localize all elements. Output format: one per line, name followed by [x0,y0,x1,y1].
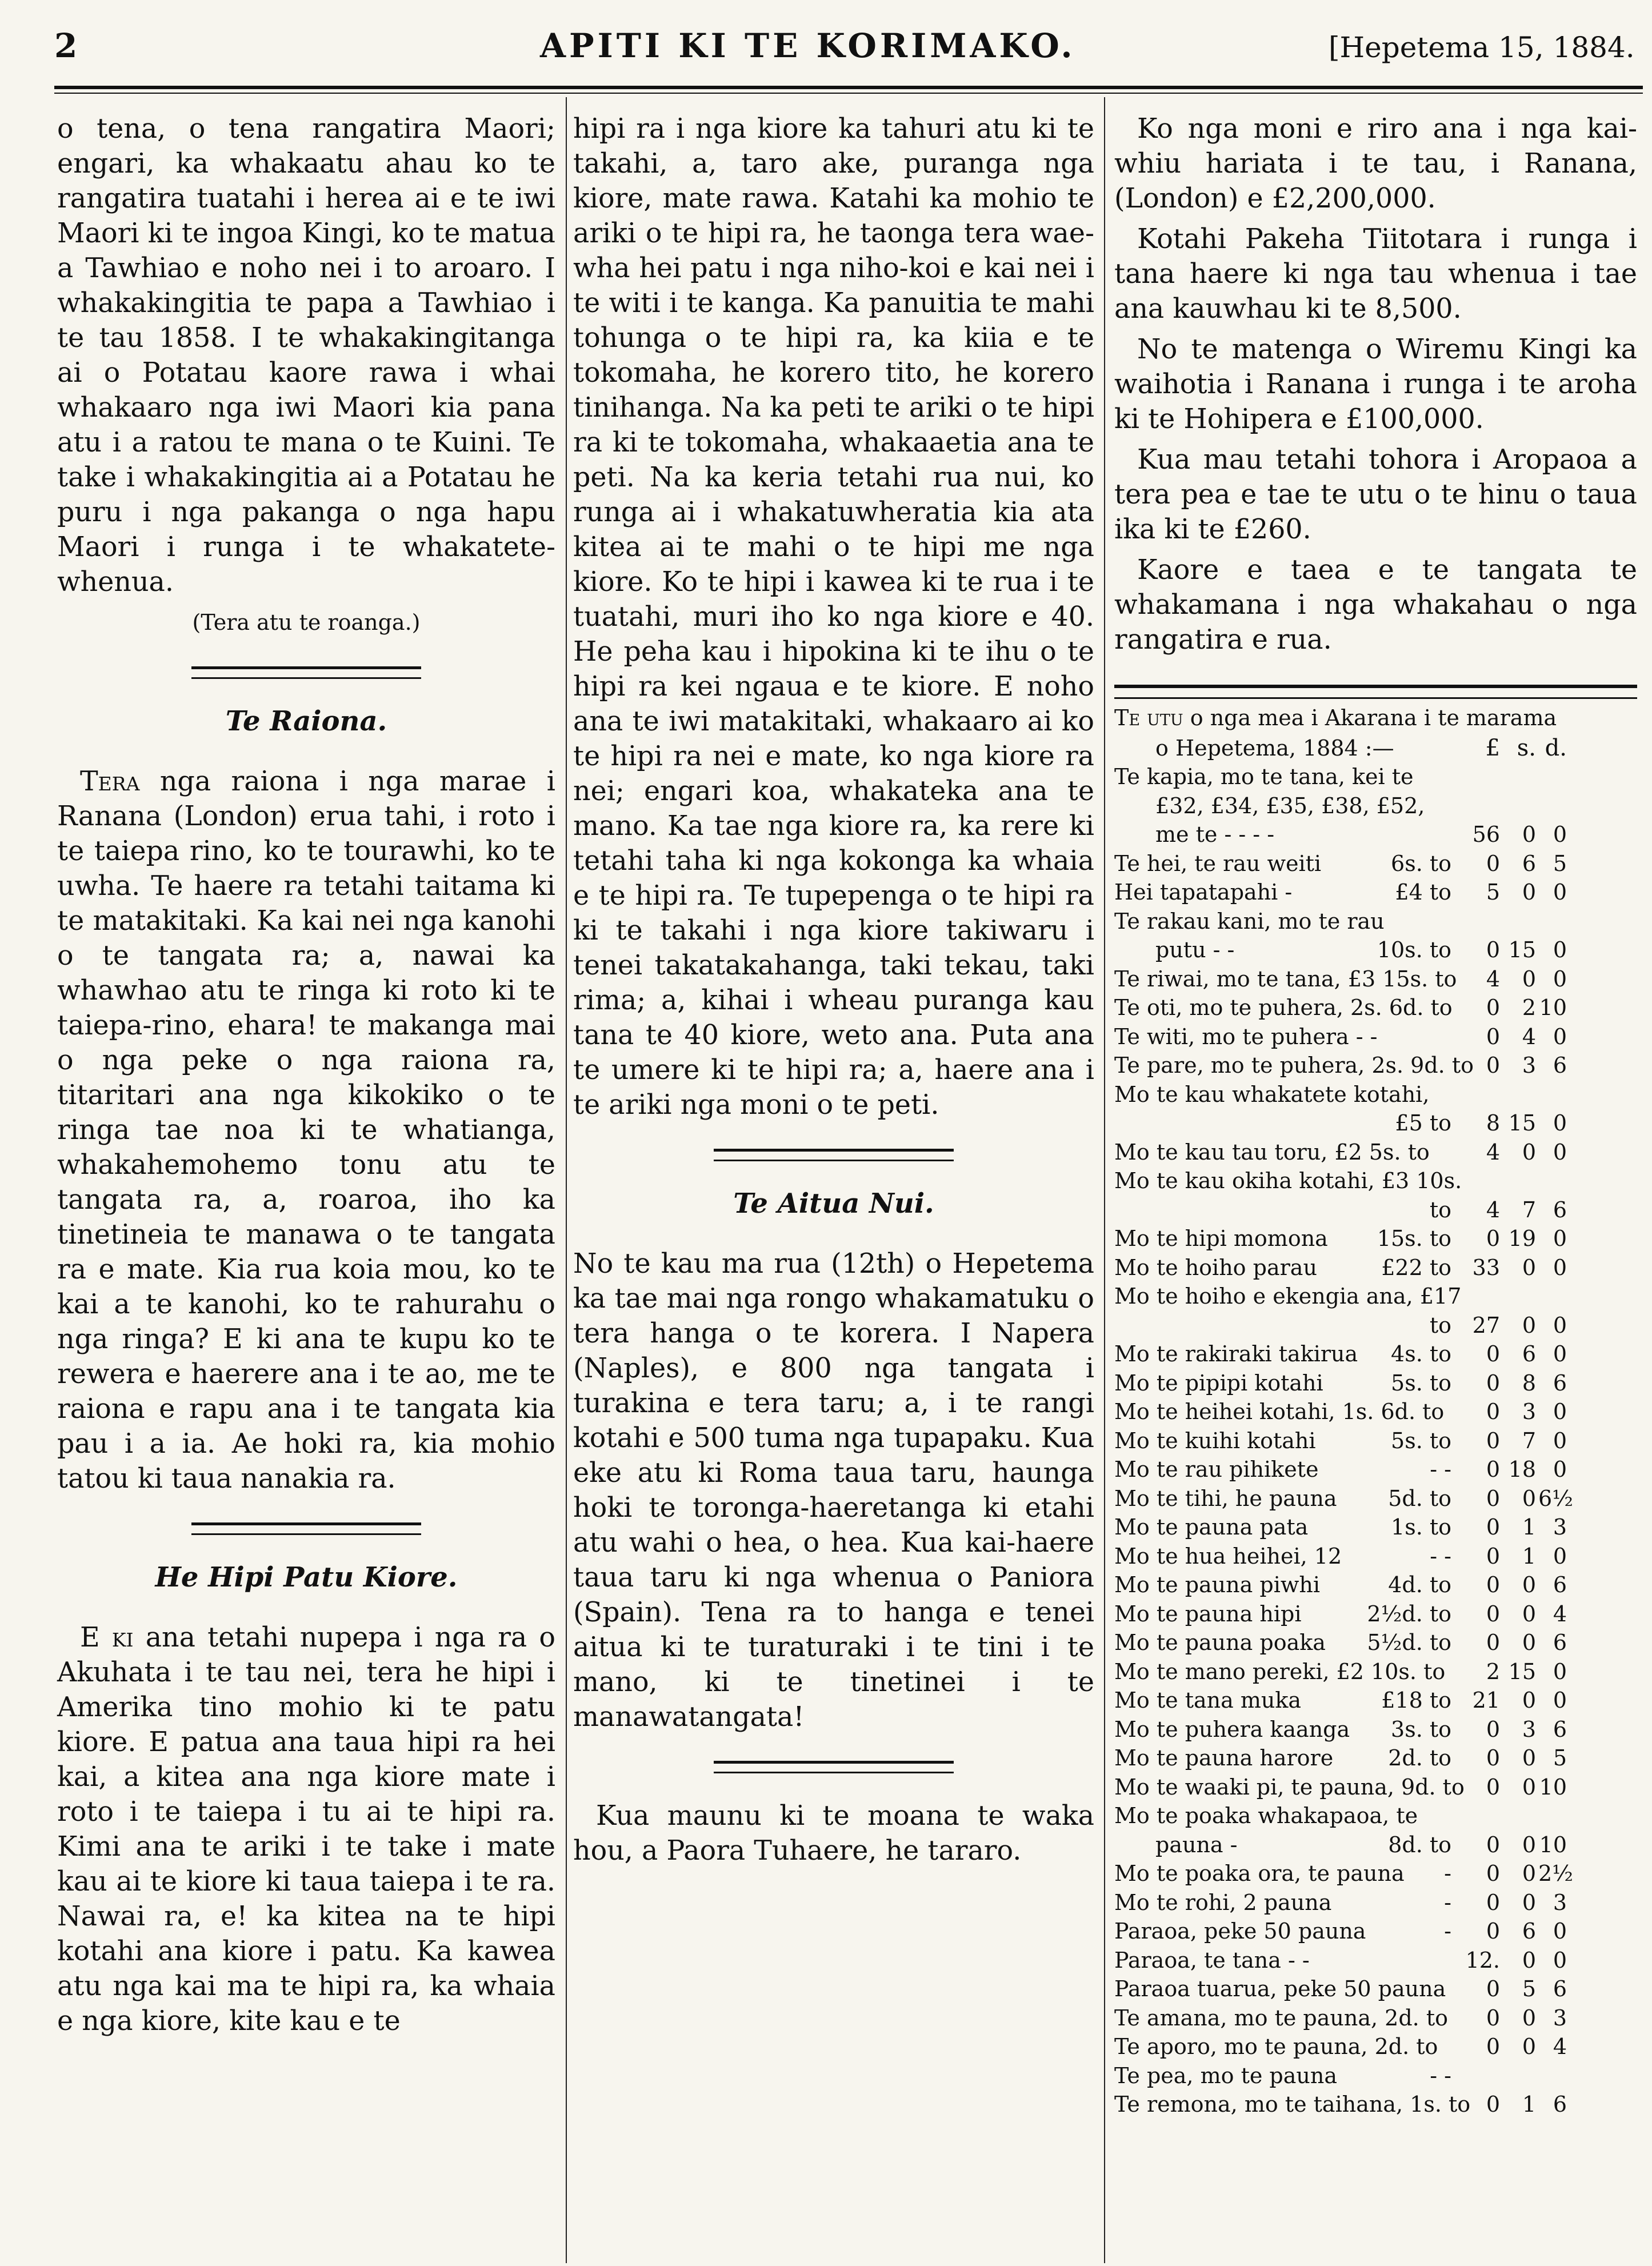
price-row [1114,1455,1637,1484]
price-item-label: me te - - - - [1155,822,1275,847]
price-rate: 15s. to [1377,1226,1451,1251]
price-row [1114,936,1637,965]
price-shillings: 0 [1522,880,1536,905]
price-item-label: Te witi, mo te puhera - - [1114,1024,1378,1049]
price-pounds: 0 [1486,1543,1500,1569]
price-row [1114,1080,1637,1109]
price-item-label: Paraoa, peke 50 pauna [1114,1919,1366,1944]
price-shillings: 6 [1522,1341,1536,1366]
price-shillings: 6 [1522,850,1536,876]
price-shillings: 0 [1522,1832,1536,1857]
price-pounds: 12. [1465,1947,1500,1973]
price-pounds: 0 [1486,1716,1500,1742]
price-pounds: 0 [1486,1226,1500,1251]
price-shillings: 0 [1522,966,1536,992]
price-item-label: Mo te heihei kotahi, 1s. 6d. to [1114,1399,1445,1424]
price-item-label: Mo te tana muka [1114,1688,1302,1713]
article-he-hipi-body [57,1620,555,2039]
price-pounds: 0 [1486,1514,1500,1540]
price-shillings: 5 [1522,1976,1536,2001]
price-pence: 0 [1553,1254,1567,1280]
price-item-label: Mo te pauna harore [1114,1745,1334,1771]
price-rate: £4 to [1395,880,1451,905]
price-item-label: Hei tapatapahi - [1114,880,1293,905]
price-pence: 10 [1539,1774,1567,1800]
masthead-rule-thin [54,93,1643,94]
price-pounds: 4 [1486,1139,1500,1165]
price-row [1114,1600,1637,1629]
price-pounds: 8 [1486,1110,1500,1136]
price-pence: 6 [1553,1630,1567,1655]
price-shillings: 0 [1522,1688,1536,1713]
price-item-label: Mo te tihi, he pauna [1114,1485,1337,1511]
continued-note: (Tera atu te roanga.) [192,610,421,635]
price-rate: 5s. to [1391,1370,1451,1396]
price-row [1114,1109,1637,1138]
price-item-label: Paraoa tuarua, peke 50 pauna [1114,1976,1446,2001]
price-row [1114,2090,1637,2119]
price-item-label: Te hei, te rau weiti [1114,850,1322,876]
price-pence: 0 [1553,1110,1567,1136]
issue-date: [Hepetema 15, 1884. [1329,31,1635,64]
price-shillings: 0 [1522,1889,1536,1915]
article-te-aitua-nui-body: No te kau ma rua (12th) o Hepetema ka tae mai nga rongo whakamatuku o tera hanga o te korera. I Napera (Naples), e 800 nga tangata i turakina e tera taru; a, i te rangi kotahi e 500 tuma nga tupapaku. Kua eke atu ki Roma taua taru, haunga hoki te toronga-haeretanga ki etahi atu wahi o hea, o hea. Kua kai-haere taua taru ki nga whenua o Paniora (Spain). Tena ra to hanga e tenei aitua ki te turaturaki i te tini i te mano, ki te tinetinei i te manawatangata! [573,1248,1094,1733]
price-row [1114,820,1637,849]
price-pounds: 0 [1486,1919,1500,1944]
price-list-intro [1114,704,1637,733]
price-pence: 0 [1553,880,1567,905]
price-pence: 0 [1553,822,1567,847]
price-pence: 6 [1553,1572,1567,1597]
price-pence: 0 [1553,1341,1567,1366]
price-rate: 4d. to [1388,1572,1451,1597]
price-shillings: 0 [1522,1630,1536,1655]
price-row [1114,792,1637,821]
price-pounds: 0 [1486,1861,1500,1886]
price-shillings: 19 [1508,1226,1536,1251]
price-row [1114,965,1637,994]
price-shillings: 3 [1522,1399,1536,1424]
news-brief-hariata: Ko nga moni e riro ana i nga kai-whiu hariata i te tau, i Ranana, (London) e £2,200,000. [1114,113,1637,214]
price-item-label: Mo te waaki pi, te pauna, 9d. to [1114,1774,1465,1800]
price-item-label: Mo te hua heihei, 12 [1114,1543,1342,1569]
price-rate: 2½d. to [1367,1601,1451,1626]
price-row [1114,1801,1637,1831]
price-pence: 6 [1553,1370,1567,1396]
price-row [1114,1224,1637,1253]
price-shillings: 8 [1522,1370,1536,1396]
price-row [1114,1311,1637,1340]
price-item-label: Mo te pipipi kotahi [1114,1370,1323,1396]
price-shillings: 0 [1522,822,1536,847]
price-pounds: 33 [1472,1254,1500,1280]
price-shillings: 7 [1522,1197,1536,1222]
price-row [1114,1340,1637,1369]
price-pence: 6 [1553,1976,1567,2001]
price-item-label: Mo te hipi momona [1114,1226,1328,1251]
price-row [1114,1166,1637,1196]
column-divider-1 [566,97,567,2263]
price-pounds: 2 [1486,1658,1500,1684]
section-rule [714,1149,954,1161]
price-pence: 0 [1553,1688,1567,1713]
price-item-label: Mo te pauna pata [1114,1514,1309,1540]
price-pounds: 21 [1472,1688,1500,1713]
headline-te-aitua-nui: Te Aitua Nui. [733,1188,934,1220]
price-pence: 10 [1539,1832,1567,1857]
price-pence: 0 [1553,1947,1567,1973]
price-rate: 5s. to [1391,1428,1451,1453]
price-pounds: 0 [1486,1485,1500,1511]
masthead-rule-thick [54,86,1643,89]
price-item-label: Te riwai, mo te tana, £3 15s. to [1114,966,1457,992]
price-row [1114,1253,1637,1282]
headline-he-hipi-patu-kiore: He Hipi Patu Kiore. [155,1561,458,1593]
price-rate: 1s. to [1391,1514,1451,1540]
price-pounds: 0 [1486,1889,1500,1915]
price-item-label: Mo te rau pihikete [1114,1457,1319,1482]
price-pence: 0 [1553,1457,1567,1482]
article-text: ana tetahi nupepa i nga ra o Akuhata i te tau nei, tera he hipi i Amerika tino mohio ki te patu kiore. E patua ana taua hipi ra hei kai, a kitea ana nga kiore mate i roto i te taiepa i tu ai te hipi ra. Kimi ana te ariki i te take i mate kau ai te kiore ki taua taiepa i te ra. Nawai ra, e! ka kitea na te hipi kotahi ana kiore i patu. Ka kawea atu nga kai ma te hipi ra, ka whaia e nga kiore, kite kau e te [57,1622,555,2037]
price-row [1114,1628,1637,1657]
price-list-header [1114,734,1637,763]
price-row [1114,1138,1637,1167]
price-pounds: 56 [1472,822,1500,847]
price-pence: 0 [1553,1312,1567,1338]
price-row [1114,1946,1637,1975]
price-list [1114,704,1637,2119]
price-row [1114,1975,1637,2004]
price-shillings: 4 [1522,1024,1536,1049]
price-row [1114,1426,1637,1456]
price-pounds: 0 [1486,937,1500,962]
lead-word: Te utu [1114,705,1183,730]
price-shillings: 0 [1522,1312,1536,1338]
price-rate: 4s. to [1391,1341,1451,1366]
price-row [1114,1051,1637,1080]
price-pence: 6 [1553,1197,1567,1222]
price-shillings: 6 [1522,1919,1536,1944]
price-row [1114,907,1637,936]
price-pence: 3 [1553,2005,1567,2031]
price-shillings: 18 [1508,1457,1536,1482]
price-item-label: Mo te puhera kaanga [1114,1716,1350,1742]
price-pounds: 0 [1486,1976,1500,2001]
price-row [1114,849,1637,878]
price-shillings: 3 [1522,1053,1536,1078]
price-shillings: 0 [1522,1601,1536,1626]
price-pounds: 4 [1486,966,1500,992]
price-shillings: 0 [1522,1254,1536,1280]
price-rate: - - [1430,1457,1451,1482]
price-row [1114,878,1637,907]
price-row [1114,993,1637,1022]
price-item-label: Mo te rohi, 2 pauna [1114,1889,1332,1915]
price-row [1114,1888,1637,1917]
article-he-hipi-continuation: hipi ra i nga kiore ka tahuri atu ki te takahi, a, taro ake, puranga nga kiore, mate rawa. Katahi ka mohio te ariki o te hipi ra, he taonga tera wae-wha hei patu i nga niho-koi e kai nei i te witi i te kanga. Ka panuitia te mahi tohunga o te hipi ra, ka kiia e te tokomaha, he korero tito, he korero tinihanga. Na ka peti te ariki o te hipi ra ki te tokomaha, whakaaetia ana te peti. Na ka keria tetahi rua nui, ko runga ai i whakatuwheratia kia ata kitea ai te mahi o te hipi me nga kiore. Ko te hipi i kawea ki te rua i te tuatahi, muri iho ko nga kiore e 40. He peha kau i hipokina ki te ihu o te hipi ra kei ngaua e te kiore. E noho ana te iwi matakitaki, whakaaro ai ko te hipi ra nei e mate, ko nga kiore ra nei; engari koa, whakateka ana te mano. Ka tae nga kiore ra, ka rere ki tetahi taha ki nga kokonga ka whaia e te hipi ra. Te tupepenga o te hipi ra ki te takahi i nga kiore takiwaru i tenei takatakahanga, taki tekau, taki rima; a, kihai i wheau puranga kau tana te 40 kiore, weto ana. Puta ana te umere ki te hipi ra; a, haere ana i te ariki nga moni o te peti. [573,113,1094,1121]
price-pounds: 0 [1486,1053,1500,1078]
price-pence: 2½ [1538,1861,1574,1886]
masthead [54,23,1643,69]
price-pounds: 0 [1486,2034,1500,2059]
section-rule [191,666,421,679]
page-number: 2 [54,26,78,65]
price-shillings: 0 [1522,1745,1536,1771]
price-item-label: Mo te kau okiha kotahi, £3 10s. [1114,1168,1462,1193]
price-row [1114,1513,1637,1542]
price-pounds: 27 [1472,1312,1500,1338]
price-rate: - [1444,1861,1451,1886]
price-rate: 10s. to [1377,937,1451,962]
article-te-raiona-body [57,764,555,1496]
price-rows [1114,762,1637,2119]
price-shillings: 0 [1522,1139,1536,1165]
price-row [1114,1859,1637,1888]
column-divider-2 [1104,97,1105,2263]
price-pounds: 0 [1486,2092,1500,2117]
price-rate: £18 to [1381,1688,1451,1713]
price-shillings: 0 [1522,1861,1536,1886]
price-item-label: putu - - [1155,937,1235,962]
price-row [1114,1022,1637,1052]
price-shillings: 15 [1508,1658,1536,1684]
price-pence: 4 [1553,1601,1567,1626]
price-pounds: 0 [1486,1774,1500,1800]
price-rate: 3s. to [1391,1716,1451,1742]
price-pounds: 0 [1486,1341,1500,1366]
article-text: nga raiona i nga marae i Ranana (London) erua tahi, i roto i te taiepa rino, ko te tourawhi, ko te uwha. Te haere ra tetahi taitama ki te matakitaki. Ka kai nei nga kanohi o te tangata ra; a, nawai ka whawhao atu te ringa ki roto ki te taiepa-rino, ehara! te makanga mai o nga peke o nga raiona ra, titaritari ana nga kikokiko o te ringa tae noa ki te whatianga, whakahemohemo tonu atu te tangata ra, a, roaroa, iho ka tinetineia te manawa o te tangata ra e mate. Kia rua koia mou, ko te kai a te kanohi, ko te rahurahu o nga ringa? E ki ana te kupu ko te rewera e haerere ana i te ao, me te raiona e rapu ana i te tangata kia pau i a ia. Ae hoki ra, kia mohio tatou ki taua nanakia ra. [57,766,555,1494]
price-item-label: Te remona, mo te taihana, 1s. to [1114,2092,1471,2117]
price-row [1114,2032,1637,2061]
price-pence: 3 [1553,1514,1567,1540]
pence-header: d. [1545,734,1567,761]
article-continuation-paragraph: o tena, o tena rangatira Maori; engari, ka whakaatu ahau ko te rangatira tuatahi i herea ai e te iwi Maori ki te ingoa Kingi, ko te matua a Tawhiao e noho nei i to aroaro. I whakakingitia te papa a Tawhiao i te tau 1858. I te whakakingitanga ai o Potatau kaore rawa i whai whakaaro nga iwi Maori kia pana atu i a ratou te mana o te Kuini. Te take i whakakingitia ai a Potatau he puru i nga pakanga o nga hapu Maori i runga i te whakatete-whenua. [57,113,555,598]
price-shillings: 2 [1522,995,1536,1020]
price-row [1114,1686,1637,1715]
price-row [1114,1715,1637,1744]
price-pounds: 0 [1486,1399,1500,1424]
price-item-label: Te rakau kani, mo te rau [1114,908,1385,934]
price-pence: 5 [1553,1745,1567,1771]
price-item-label: Mo te hoiho e ekengia ana, £17 [1114,1284,1462,1309]
price-pence: 0 [1553,1399,1567,1424]
price-list-intro-text: o nga mea i Akarana i te marama [1183,705,1557,730]
shillings-header: s. [1517,734,1536,761]
price-item-label: Te pea, mo te pauna [1114,2063,1338,2088]
price-rate: - [1444,1889,1451,1915]
price-row [1114,1917,1637,1946]
price-item-label: Te aporo, mo te pauna, 2d. to [1114,2034,1438,2059]
price-pounds: 0 [1486,1601,1500,1626]
news-brief-whakahau: Kaore e taea e te tangata te whakamana i nga whakahau o nga rangatira e rua. [1114,554,1637,656]
price-rate: £5 to [1395,1110,1451,1136]
column-2 [573,111,1094,1872]
price-pence: 6 [1553,2092,1567,2117]
price-shillings: 3 [1522,1716,1536,1742]
price-pence: 0 [1553,966,1567,992]
price-shillings: 1 [1522,1514,1536,1540]
price-item-label: Te kapia, mo te tana, kei te [1114,764,1414,789]
price-row [1114,1744,1637,1773]
price-item-label: Mo te rakiraki takirua [1114,1341,1358,1366]
price-item-label: Te amana, mo te pauna, 2d. to [1114,2005,1448,2031]
price-row [1114,1484,1637,1513]
price-shillings: 15 [1508,1110,1536,1136]
price-pence: 0 [1553,1919,1567,1944]
price-row [1114,1369,1637,1398]
price-pence: 6 [1553,1716,1567,1742]
price-pence: 5 [1553,850,1567,876]
price-shillings: 0 [1522,1947,1536,1973]
price-item-label: Mo te kau tau toru, £2 5s. to [1114,1139,1430,1165]
price-item-label: Mo te pauna poaka [1114,1630,1326,1655]
section-rule [714,1761,954,1773]
price-item-label: Mo te kau whakatete kotahi, [1114,1081,1430,1107]
newspaper-title: APITI KI TE KORIMAKO. [540,26,1076,65]
price-rate: 5d. to [1388,1485,1451,1511]
price-item-label: Mo te poaka whakapaoa, te [1114,1803,1418,1828]
price-rate: to [1429,1197,1451,1222]
price-row [1114,1196,1637,1225]
price-pence: 6½ [1538,1485,1574,1511]
price-item-label: Mo te poaka ora, te pauna [1114,1861,1405,1886]
price-row [1114,1831,1637,1860]
price-item-label: Mo te mano pereki, £2 10s. to [1114,1658,1446,1684]
headline-te-raiona: Te Raiona. [225,705,387,737]
price-rate: 2d. to [1388,1745,1451,1771]
price-row [1114,1570,1637,1600]
price-item-label: Mo te pauna hipi [1114,1601,1302,1626]
price-item-label: £32, £34, £35, £38, £52, [1155,793,1425,818]
price-pounds: 0 [1486,850,1500,876]
price-item-label: pauna - [1155,1832,1238,1857]
price-rate: - - [1430,2063,1451,2088]
price-row [1114,1773,1637,1802]
price-pence: 0 [1553,1543,1567,1569]
price-pence: 4 [1553,2034,1567,2059]
price-shillings: 7 [1522,1428,1536,1453]
lead-word: Tera [80,766,140,797]
price-pence: 3 [1553,1889,1567,1915]
column-1 [57,111,555,2042]
price-pounds: 0 [1486,1745,1500,1771]
price-row [1114,2004,1637,2033]
price-pence: 0 [1553,1139,1567,1165]
price-item-label: Mo te hoiho parau [1114,1254,1317,1280]
price-pounds: 0 [1486,1572,1500,1597]
price-row [1114,1542,1637,1571]
pounds-header: £ [1485,734,1500,761]
price-item-label: Mo te kuihi kotahi [1114,1428,1316,1453]
price-shillings: 15 [1508,937,1536,962]
price-rate: - - [1430,1543,1451,1569]
price-rate: 8d. to [1388,1832,1451,1857]
section-rule [1114,685,1637,699]
price-item-label: Te oti, mo te puhera, 2s. 6d. to [1114,995,1453,1020]
price-pounds: 0 [1486,1428,1500,1453]
price-item-label: Mo te pauna piwhi [1114,1572,1320,1597]
section-rule [191,1522,421,1535]
price-list-intro-line2: o Hepetema, 1884 :— [1155,735,1394,761]
price-pence: 0 [1553,1658,1567,1684]
price-rate: 5½d. to [1367,1630,1451,1655]
price-pounds: 0 [1486,1024,1500,1049]
price-row [1114,762,1637,792]
price-rate: £22 to [1381,1254,1451,1280]
price-pounds: 0 [1486,1630,1500,1655]
price-rate: to [1429,1312,1451,1338]
price-pence: 0 [1553,937,1567,962]
news-brief-waka-hou: Kua maunu ki te moana te waka hou, a Paora Tuhaere, he tararo. [573,1800,1094,1867]
price-pounds: 0 [1486,1832,1500,1857]
price-pence: 0 [1553,1024,1567,1049]
price-item-label: Paraoa, te tana - - [1114,1947,1310,1973]
price-shillings: 0 [1522,1774,1536,1800]
price-row [1114,1657,1637,1686]
price-item-label: Te pare, mo te puhera, 2s. 9d. to [1114,1053,1474,1078]
news-brief-tiitotara: Kotahi Pakeha Tiitotara i runga i tana haere ki nga tau whenua i tae ana kauwhau ki te 8,500. [1114,223,1637,325]
price-row [1114,1397,1637,1426]
price-rate: - [1444,1919,1451,1944]
price-pounds: 0 [1486,995,1500,1020]
price-pounds: 0 [1486,2005,1500,2031]
column-3 [1114,111,1637,2119]
price-shillings: 1 [1522,2092,1536,2117]
news-brief-tohora: Kua mau tetahi tohora i Aropaoa a tera pea e tae te utu o te hinu o taua ika ki te £260. [1114,444,1637,545]
price-row [1114,2061,1637,2091]
price-pence: 0 [1553,1428,1567,1453]
news-brief-wiremu-kingi: No te matenga o Wiremu Kingi ka waihotia i Ranana i runga i te aroha ki te Hohipera e £100,000. [1114,334,1637,435]
price-pence: 10 [1539,995,1567,1020]
price-pounds: 5 [1486,880,1500,905]
price-pounds: 0 [1486,1457,1500,1482]
price-shillings: 0 [1522,2005,1536,2031]
price-shillings: 0 [1522,1572,1536,1597]
price-row [1114,1282,1637,1311]
price-pounds: 0 [1486,1370,1500,1396]
price-pence: 0 [1553,1226,1567,1251]
price-shillings: 0 [1522,2034,1536,2059]
price-shillings: 0 [1522,1485,1536,1511]
price-pence: 6 [1553,1053,1567,1078]
price-pounds: 4 [1486,1197,1500,1222]
lead-word: E ki [80,1622,134,1653]
price-shillings: 1 [1522,1543,1536,1569]
price-rate: 6s. to [1391,850,1451,876]
